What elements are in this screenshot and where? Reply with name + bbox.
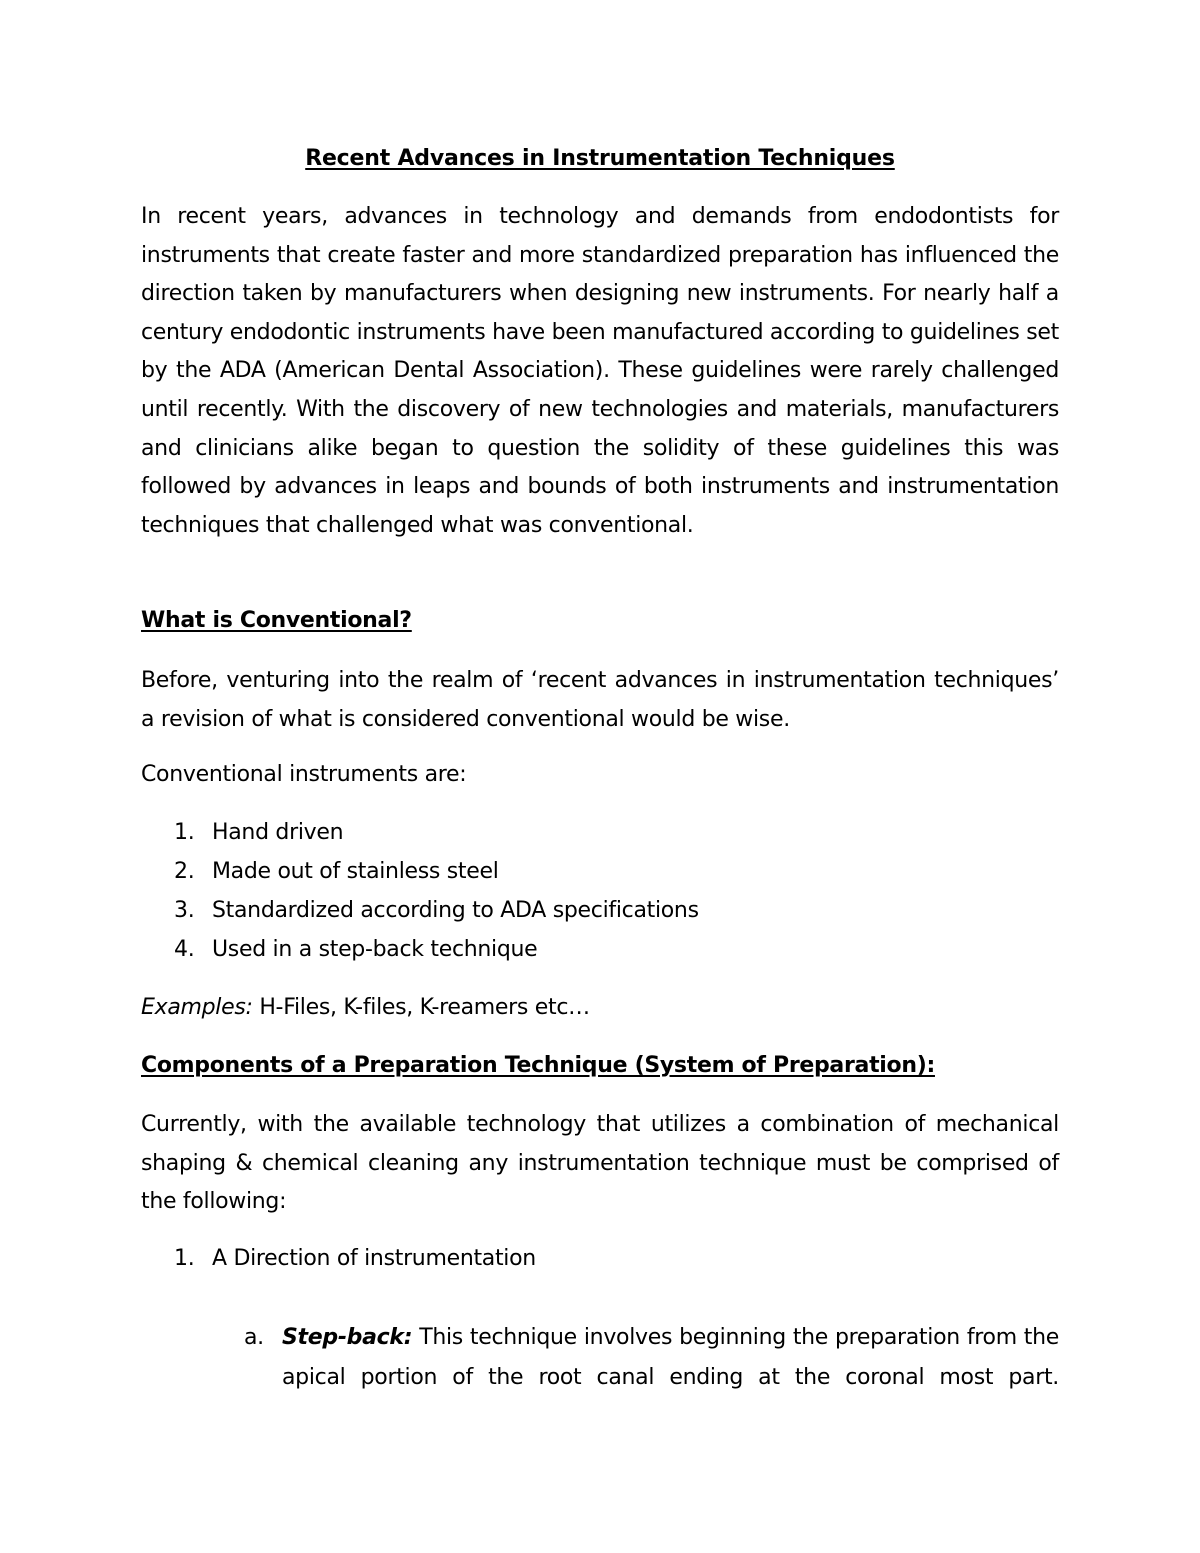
- examples-text: H-Files, K-files, K-reamers etc…: [252, 995, 590, 1020]
- intro-paragraph: In recent years, advances in technology and demands from endodontists for instruments that create faster and more standardized preparation has influenced the direction taken by manufacturers when designing new instruments. For nearly half a century endodontic instruments have been manufactured according to guidelines set by the ADA (American Dental Association). These guidelines were rarely challenged until recently. With the discovery of new technologies and materials, manufacturers and clinicians alike began to question the solidity of these guidelines this was followed by advances in leaps and bounds of both instruments and instrumentation techniques that challenged what was conventional.: [141, 204, 1059, 538]
- document-title: Recent Advances in Instrumentation Techniques: [305, 146, 895, 171]
- list-text: Standardized according to ADA specifications: [212, 898, 699, 923]
- list-intro: Conventional instruments are:: [141, 762, 467, 787]
- components-paragraph: Currently, with the available technology that utilizes a combination of mechanical shaping & chemical cleaning any instrumentation technique must be comprised of the following:: [141, 1112, 1059, 1215]
- list-number: 1.: [174, 1246, 195, 1271]
- sub-list-text: This technique involves beginning the preparation from the apical portion of the root canal ending at the coronal most part.: [282, 1325, 1059, 1390]
- list-text: Made out of stainless steel: [212, 859, 499, 884]
- list-item: [174, 898, 699, 923]
- section-heading-conventional: What is Conventional?: [141, 608, 412, 633]
- list-number: 3.: [174, 898, 195, 923]
- list-text: Hand driven: [212, 820, 344, 845]
- section-heading-components: Components of a Preparation Technique (System of Preparation):: [141, 1053, 935, 1078]
- list-item: [174, 1246, 536, 1271]
- list-text: A Direction of instrumentation: [212, 1246, 536, 1271]
- examples-label: Examples:: [141, 995, 253, 1020]
- list-number: 2.: [174, 859, 195, 884]
- list-item: [174, 937, 537, 962]
- list-item: [174, 859, 499, 884]
- conventional-paragraph: Before, venturing into the realm of ‘recent advances in instrumentation techniques’ a revision of what is considered conventional would be wise.: [141, 668, 1059, 732]
- list-text: Used in a step-back technique: [212, 937, 538, 962]
- sub-list-letter: a.: [244, 1325, 264, 1350]
- sub-list-item: [244, 1318, 1059, 1390]
- list-item: [174, 820, 343, 845]
- sub-list-term: Step-back:: [282, 1325, 413, 1350]
- list-number: 1.: [174, 820, 195, 845]
- list-number: 4.: [174, 937, 195, 962]
- sub-list-body: [282, 1318, 1059, 1398]
- examples-line: [141, 995, 590, 1020]
